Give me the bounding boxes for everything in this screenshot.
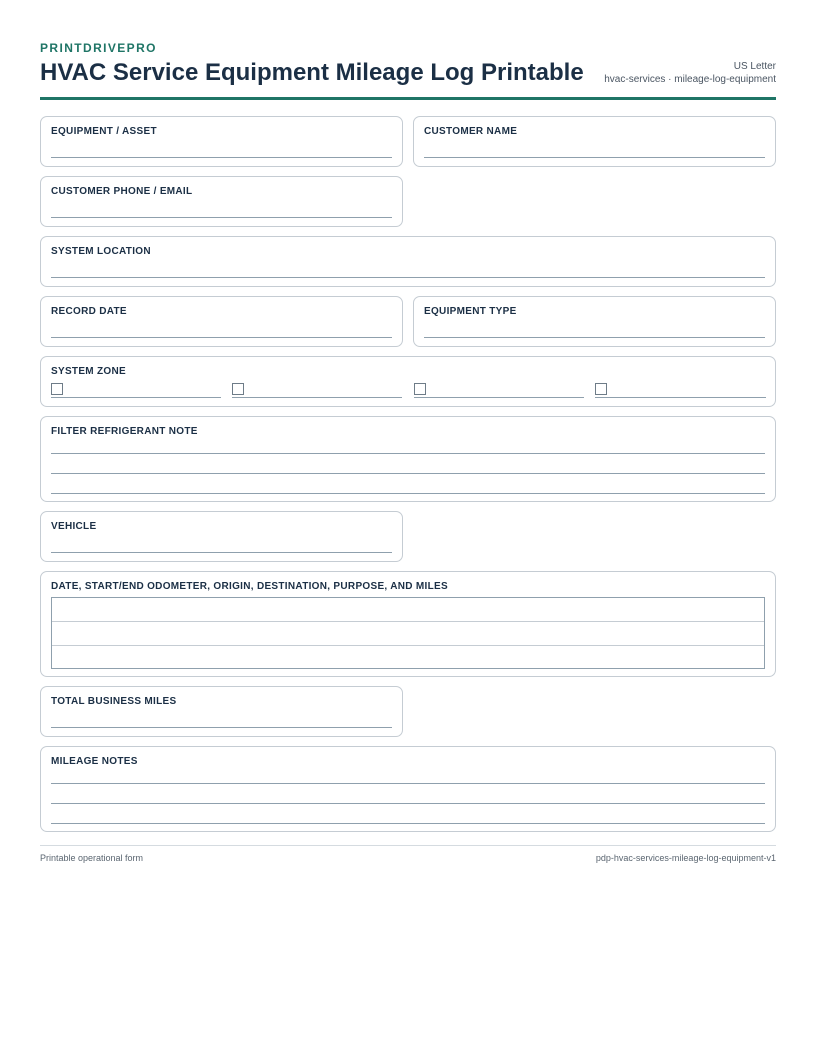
write-line[interactable] xyxy=(51,473,765,474)
zone-write-line-1[interactable] xyxy=(51,397,221,398)
field-label: VEHICLE xyxy=(51,521,97,532)
table-row[interactable] xyxy=(52,622,764,645)
write-line[interactable] xyxy=(51,217,392,218)
write-line[interactable] xyxy=(51,453,765,454)
system-location-field[interactable] xyxy=(40,236,776,287)
paper-size: US Letter xyxy=(733,61,776,72)
filter-refrigerant-note-field[interactable] xyxy=(40,416,776,502)
customer-name-field[interactable] xyxy=(413,116,776,167)
equipment-asset-field[interactable] xyxy=(40,116,403,167)
total-business-miles-field[interactable] xyxy=(40,686,403,737)
zone-write-line-2[interactable] xyxy=(232,397,402,398)
document-meta xyxy=(604,60,776,86)
record-date-field[interactable] xyxy=(40,296,403,347)
field-label: EQUIPMENT / ASSET xyxy=(51,126,157,137)
field-label: SYSTEM ZONE xyxy=(51,366,126,377)
footer-rule xyxy=(40,845,776,846)
field-label: EQUIPMENT TYPE xyxy=(424,306,517,317)
write-line[interactable] xyxy=(51,783,765,784)
write-line[interactable] xyxy=(51,823,765,824)
customer-contact-field[interactable] xyxy=(40,176,403,227)
zone-write-line-4[interactable] xyxy=(595,397,766,398)
page-title: HVAC Service Equipment Mileage Log Printable xyxy=(40,59,584,86)
write-line[interactable] xyxy=(51,803,765,804)
write-line[interactable] xyxy=(51,727,392,728)
brand-name: PRINTDRIVEPRO xyxy=(40,41,157,55)
field-label: DATE, START/END ODOMETER, ORIGIN, DESTINATION, PURPOSE, AND MILES xyxy=(51,581,448,592)
field-label: MILEAGE NOTES xyxy=(51,756,138,767)
write-line[interactable] xyxy=(51,337,392,338)
equipment-type-field[interactable] xyxy=(413,296,776,347)
table-row[interactable] xyxy=(52,598,764,622)
mileage-notes-field[interactable] xyxy=(40,746,776,832)
zone-checkbox-1[interactable] xyxy=(51,383,63,395)
field-label: SYSTEM LOCATION xyxy=(51,246,151,257)
field-label: CUSTOMER NAME xyxy=(424,126,518,137)
zone-checkbox-4[interactable] xyxy=(595,383,607,395)
write-line[interactable] xyxy=(51,493,765,494)
header-rule xyxy=(40,97,776,100)
zone-checkbox-2[interactable] xyxy=(232,383,244,395)
document-tags: hvac-services · mileage-log-equipment xyxy=(604,74,776,85)
zone-write-line-3[interactable] xyxy=(414,397,584,398)
table-row[interactable] xyxy=(52,646,764,669)
system-zone-field xyxy=(40,356,776,407)
field-label: TOTAL BUSINESS MILES xyxy=(51,696,177,707)
write-line[interactable] xyxy=(51,157,392,158)
field-label: FILTER REFRIGERANT NOTE xyxy=(51,426,198,437)
form-id: pdp-hvac-services-mileage-log-equipment-v1 xyxy=(595,853,776,863)
write-line[interactable] xyxy=(51,277,765,278)
write-line[interactable] xyxy=(424,337,765,338)
trip-log-table xyxy=(51,597,765,669)
field-label: RECORD DATE xyxy=(51,306,127,317)
write-line[interactable] xyxy=(51,552,392,553)
zone-checkbox-3[interactable] xyxy=(414,383,426,395)
write-line[interactable] xyxy=(424,157,765,158)
footer-left-text: Printable operational form xyxy=(40,853,144,863)
vehicle-field[interactable] xyxy=(40,511,403,562)
field-label: CUSTOMER PHONE / EMAIL xyxy=(51,186,193,197)
trip-log-field xyxy=(40,571,776,677)
